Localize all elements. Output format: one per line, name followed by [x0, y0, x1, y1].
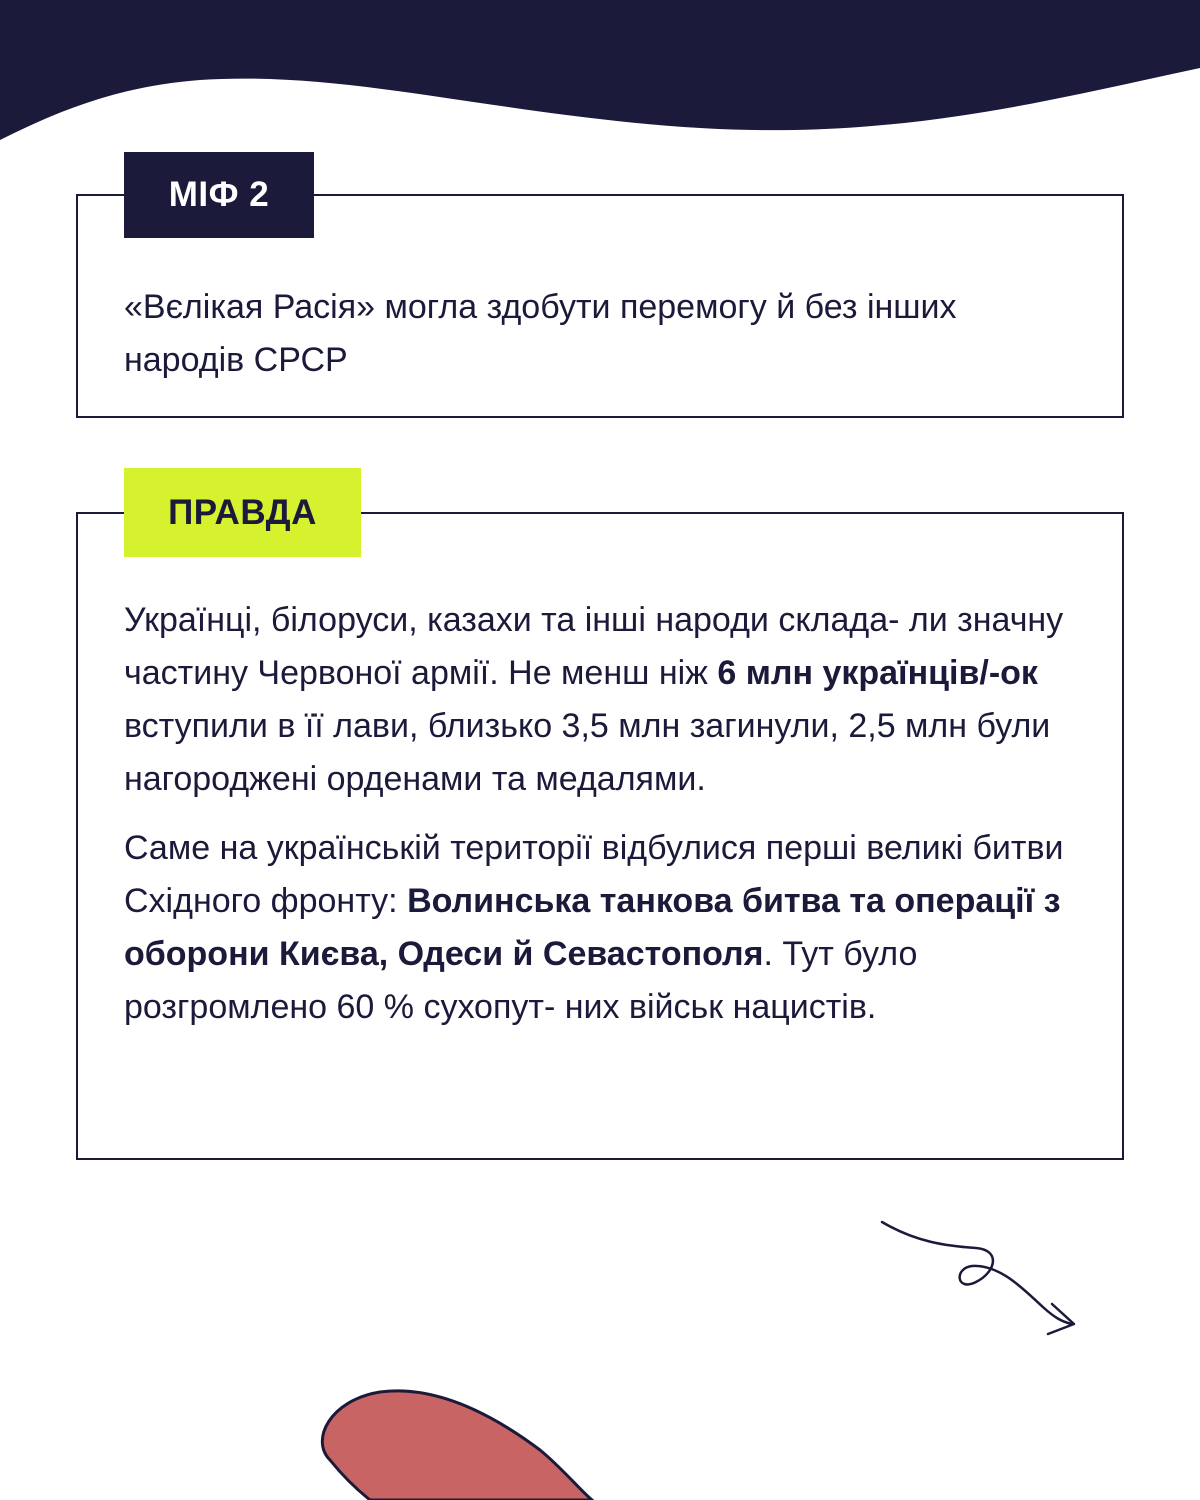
truth-paragraph-1: [124, 594, 1114, 806]
coral-blob-decoration: [300, 1380, 620, 1500]
truth-p2-text-1: Саме на українській території відбулися перші великі битви Східного фронту:: [124, 829, 1064, 920]
truth-p1-text-2: вступили в її лави, близько 3,5 млн загинули, 2,5 млн були нагороджені орденами та медалями.: [124, 707, 1051, 798]
swirl-arrow-icon: [876, 1212, 1086, 1342]
truth-p2-bold: Волинська танкова битва та операції з оборони Києва, Одеси й Севастополя: [124, 882, 1061, 973]
truth-p1-bold: 6 млн українців/-ок: [717, 654, 1038, 692]
truth-p2-text-2: . Тут було розгромлено 60 % сухопут- них військ нацистів.: [124, 935, 918, 1026]
truth-paragraph-2: [124, 822, 1114, 1034]
truth-text: [124, 594, 1114, 1034]
myth-label: МІФ 2: [124, 152, 314, 238]
truth-label: ПРАВДА: [124, 468, 361, 557]
myth-text: «Вєлікая Расія» могла здобути перемогу й без інших народів СРСР: [124, 288, 957, 379]
top-wave-decoration: [0, 0, 1200, 150]
truth-p1-text-1: Українці, білоруси, казахи та інші народи склада- ли значну частину Червоної армії. Не менш ніж: [124, 601, 1064, 692]
